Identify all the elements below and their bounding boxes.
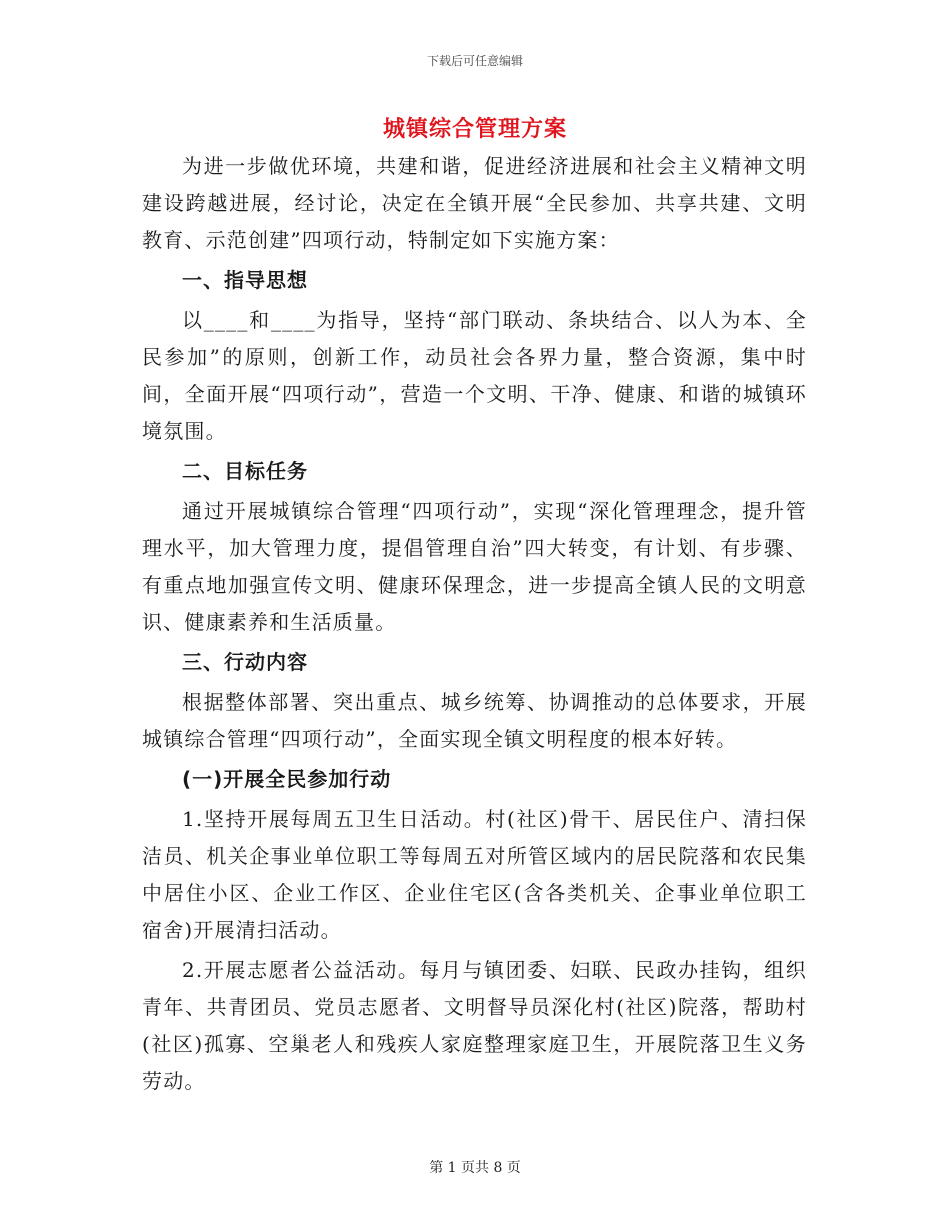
list-item-volunteer: 2.开展志愿者公益活动。每月与镇团委、妇联、民政办挂钩，组织青年、共青团员、党员志愿者、文明督导员深化村(社区)院落，帮助村(社区)孤寡、空巢老人和残疾人家庭整理家庭卫生，开展院落卫生义务劳动。 — [142, 958, 807, 1093]
intro-paragraph: 为进一步做优环境，共建和谐，促进经济进展和社会主义精神文明建设跨越进展，经讨论，决定在全镇开展“全民参加、共享共建、文明教育、示范创建”四项行动，特制定如下实施方案： — [142, 154, 807, 252]
document-title: 城镇综合管理方案 — [382, 116, 567, 142]
section-body-goals: 通过开展城镇综合管理“四项行动”，实现“深化管理理念，提升管理水平，加大管理力度，提倡管理自治”四大转变，有计划、有步骤、有重点地加强宣传文明、健康环保理念，进一步提高全镇人民的文明意识、健康素养和生活质量。 — [142, 499, 807, 634]
section-body-guiding-ideology: 以____和____为指导，坚持“部门联动、条块结合、以人为本、全民参加”的原则，创新工作，动员社会各界力量，整合资源，集中时间，全面开展“四项行动”，营造一个文明、干净、健康、和谐的城镇环境氛围。 — [142, 308, 807, 443]
subsection-heading-participation: (一)开展全民参加行动 — [182, 767, 392, 791]
section-heading-guiding-ideology: 一、指导思想 — [182, 268, 308, 292]
page-header-note: 下载后可任意编辑 — [426, 54, 523, 68]
page-number: 第 1 页共 8 页 — [429, 1160, 521, 1176]
section-heading-goals: 二、目标任务 — [182, 459, 308, 483]
list-item-cleaning-day: 1.坚持开展每周五卫生日活动。村(社区)骨干、居民住户、清扫保洁员、机关企事业单位职工等每周五对所管区域内的居民院落和农民集中居住小区、企业工作区、企业住宅区(含各类机关、企事业单位职工宿舍)开展清扫活动。 — [142, 807, 807, 942]
section-heading-actions: 三、行动内容 — [182, 650, 308, 674]
document-body — [142, 148, 807, 1100]
section-body-actions: 根据整体部署、突出重点、城乡统筹、协调推动的总体要求，开展城镇综合管理“四项行动”，全面实现全镇文明程度的根本好转。 — [142, 690, 807, 751]
